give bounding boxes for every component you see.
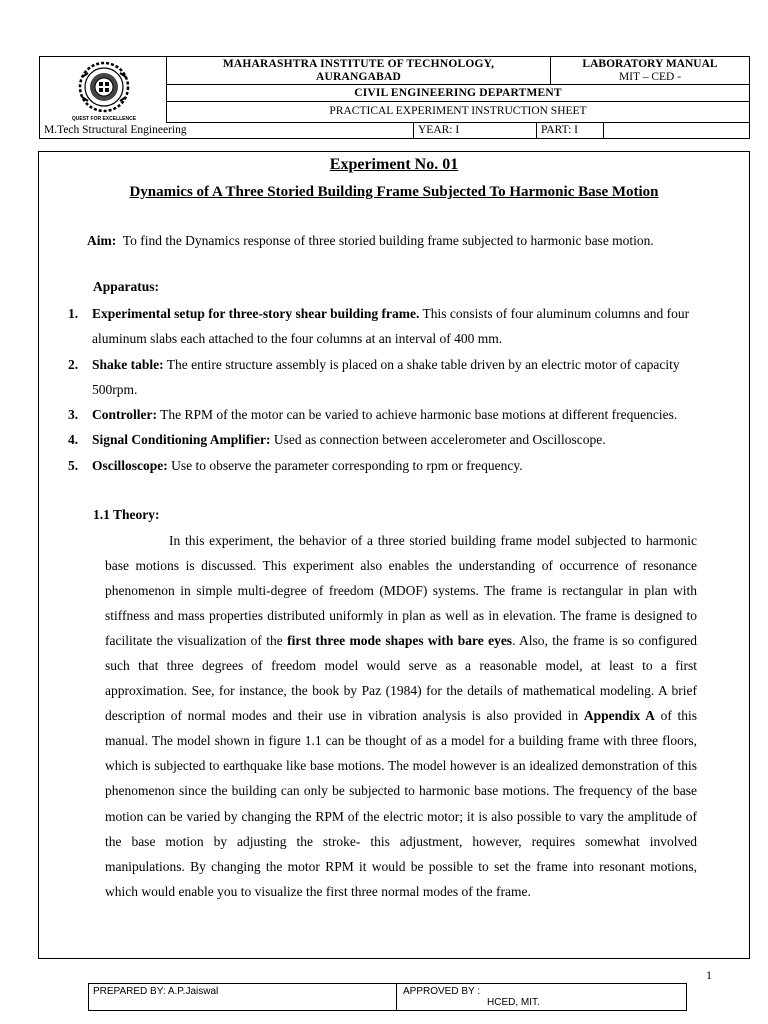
sheet-type: PRACTICAL EXPERIMENT INSTRUCTION SHEET	[167, 102, 749, 123]
approved-by: APPROVED BY :	[403, 986, 481, 997]
apparatus-heading: Apparatus:	[93, 279, 160, 294]
logo-cell	[40, 57, 167, 123]
list-item: 1. Experimental setup for three-story shear building frame. This consists of four aluminum columns and four aluminum slabs each attached to the four columns at an interval of 400 mm.	[68, 306, 690, 347]
header-table	[39, 56, 750, 139]
page-number: 1	[706, 968, 712, 982]
content-box	[38, 151, 750, 959]
theory-heading: 1.1 Theory:	[93, 507, 160, 522]
list-item: 3. Controller: The RPM of the motor can be varied to achieve harmonic base motions at different frequencies.	[68, 407, 678, 423]
list-item: 5. Oscilloscope: Use to observe the parameter corresponding to rpm or frequency.	[68, 457, 523, 473]
year-field: YEAR: I	[414, 123, 537, 139]
aim-label: Aim:	[87, 233, 117, 248]
list-item: 4. Signal Conditioning Amplifier: Used as connection between accelerometer and Oscilloscope.	[68, 432, 606, 448]
approved-by-cell	[397, 984, 686, 1010]
aim-text: To find the Dynamics response of three storied building frame subjected to harmonic base motion.	[122, 233, 654, 248]
apparatus-list	[65, 301, 715, 478]
experiment-number: Experiment No. 01	[329, 156, 459, 173]
part-field: PART: I	[537, 123, 604, 139]
prepared-by: PREPARED BY: A.P.Jaiswal	[89, 984, 397, 1010]
experiment-title: Dynamics of A Three Storied Building Frame Subjected To Harmonic Base Motion	[129, 184, 659, 200]
aim-section	[87, 228, 707, 253]
institute-name: MAHARASHTRA INSTITUTE OF TECHNOLOGY, AURANGABAD	[167, 57, 551, 85]
list-item: 2. Shake table: The entire structure assembly is placed on a shake table driven by an electric motor of capacity 500rpm.	[68, 356, 680, 397]
course-name: M.Tech Structural Engineering	[40, 123, 414, 139]
theory-paragraph: In this experiment, the behavior of a three storied building frame model subjected to harmonic base motions is discussed. This experiment also enables the understanding of occurrence of resonance phenomenon in simple multi-degree of freedom (MDOF) systems. The frame is rectangular in plan with stiffness and mass properties distributed uniformly in plan as well as in elevation. The frame is designed to facilitate the visualization of the first three mode shapes with bare eyes. Also, the frame is so configured such that three degrees of freedom model would serve as a reasonable model, at least to a first approximation. See, for instance, the book by Paz (1984) for the details of mathematical modeling. A brief description of normal modes and their use in vibration analysis is also provided in Appendix A of this manual. The model shown in figure 1.1 can be thought of as a model for a building frame with three floors, which is subjected to earthquake like base motions. The model however is an idealized demonstration of this phenomenon since the building can only be subjected to harmonic base motions. The frequency of the base motion can be varied by changing the RPM of the electric motor; it is also possible to vary the amplitude of the base motion by adjusting the stroke- this adjustment, however, requires somewhat involved manipulations. By changing the motor RPM it would be possible to set the frame into resonant motions, which would enable you to visualize the first three normal modes of the frame.	[105, 533, 698, 899]
approver: HCED, MIT.	[487, 997, 540, 1008]
footer-table	[88, 983, 687, 1011]
logo-motto: QUEST FOR EXCELLENCE	[71, 116, 137, 122]
department-name: CIVIL ENGINEERING DEPARTMENT	[167, 85, 749, 102]
manual-info: LABORATORY MANUAL MIT – CED -	[551, 57, 749, 85]
institute-logo	[40, 57, 167, 123]
